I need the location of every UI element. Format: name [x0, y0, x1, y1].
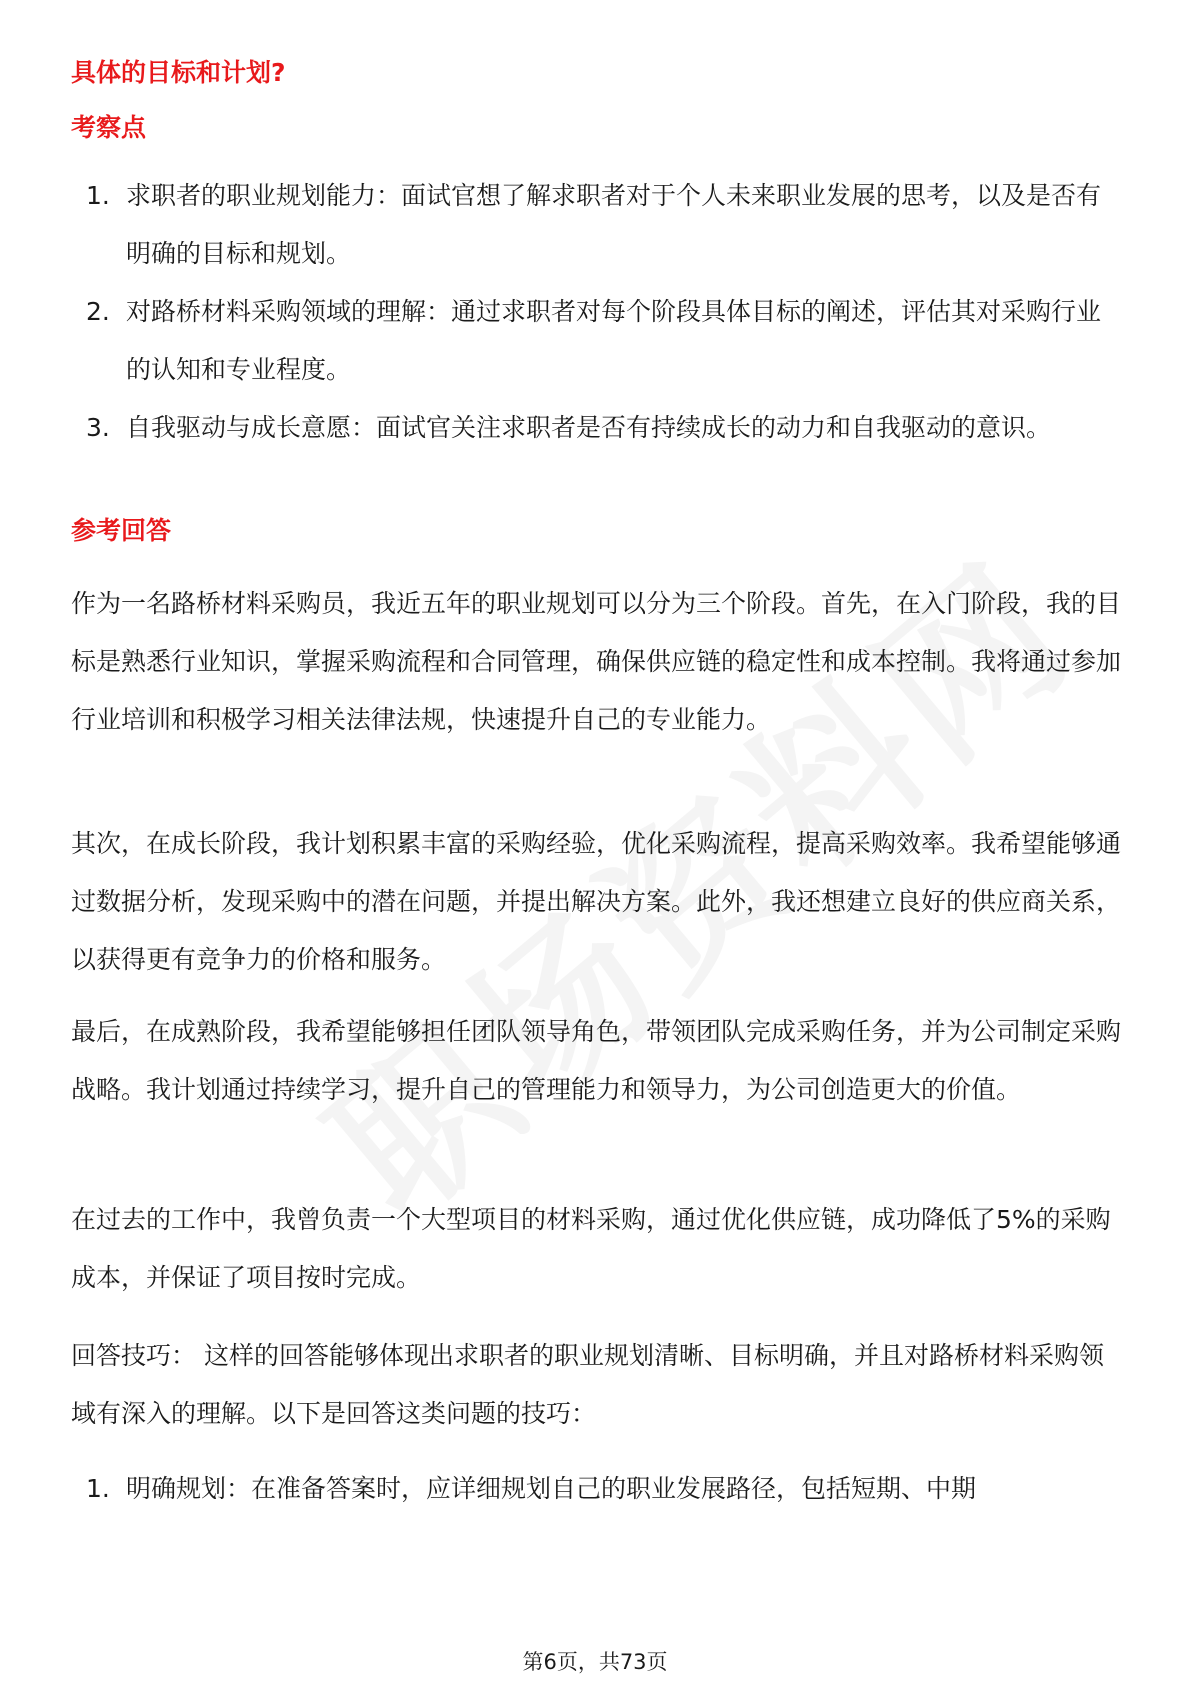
list-item-number: 1. — [86, 1474, 110, 1503]
list-item-number: 2. — [86, 297, 110, 326]
answer-tips-intro: 回答技巧： 这样的回答能够体现出求职者的职业规划清晰、目标明确，并且对路桥材料采购领域有深入的理解。以下是回答这类问题的技巧： — [71, 1341, 1104, 1428]
section-heading-answer: 参考回答 — [71, 516, 172, 545]
page-footer: 第6页，共73页 — [522, 1650, 668, 1674]
list-item-text: 明确规划：在准备答案时，应详细规划自己的职业发展路径，包括短期、中期 — [126, 1474, 977, 1503]
list-item-text: 对路桥材料采购领域的理解：通过求职者对每个阶段具体目标的阐述，评估其对采购行业的认知和专业程度。 — [126, 297, 1102, 384]
list-item-number: 1. — [86, 181, 110, 210]
question-title: 具体的目标和计划? — [71, 58, 286, 87]
list-item — [80, 1460, 1120, 1518]
answer-paragraph-4: 在过去的工作中，我曾负责一个大型项目的材料采购，通过优化供应链，成功降低了5%的采购成本，并保证了项目按时完成。 — [71, 1205, 1111, 1292]
tips-list — [80, 1460, 1120, 1518]
list-item — [80, 399, 1120, 457]
answer-paragraph-1: 作为一名路桥材料采购员，我近五年的职业规划可以分为三个阶段。首先，在入门阶段，我的目标是熟悉行业知识，掌握采购流程和合同管理，确保供应链的稳定性和成本控制。我将通过参加行业培训和积极学习相关法律法规，快速提升自己的专业能力。 — [71, 589, 1122, 734]
list-item-text: 自我驱动与成长意愿：面试官关注求职者是否有持续成长的动力和自我驱动的意识。 — [126, 413, 1052, 442]
section-heading-points: 考察点 — [71, 113, 147, 142]
list-item-number: 3. — [86, 413, 110, 442]
list-item-text: 求职者的职业规划能力：面试官想了解求职者对于个人未来职业发展的思考，以及是否有明确的目标和规划。 — [126, 181, 1102, 268]
list-item — [80, 283, 1120, 399]
answer-paragraph-3: 最后，在成熟阶段，我希望能够担任团队领导角色，带领团队完成采购任务，并为公司制定采购战略。我计划通过持续学习，提升自己的管理能力和领导力，为公司创造更大的价值。 — [71, 1017, 1122, 1104]
points-list — [80, 167, 1120, 457]
answer-paragraph-2: 其次，在成长阶段，我计划积累丰富的采购经验，优化采购流程，提高采购效率。我希望能够通过数据分析，发现采购中的潜在问题，并提出解决方案。此外，我还想建立良好的供应商关系，以获得更有竞争力的价格和服务。 — [71, 829, 1122, 974]
list-item — [80, 167, 1120, 283]
